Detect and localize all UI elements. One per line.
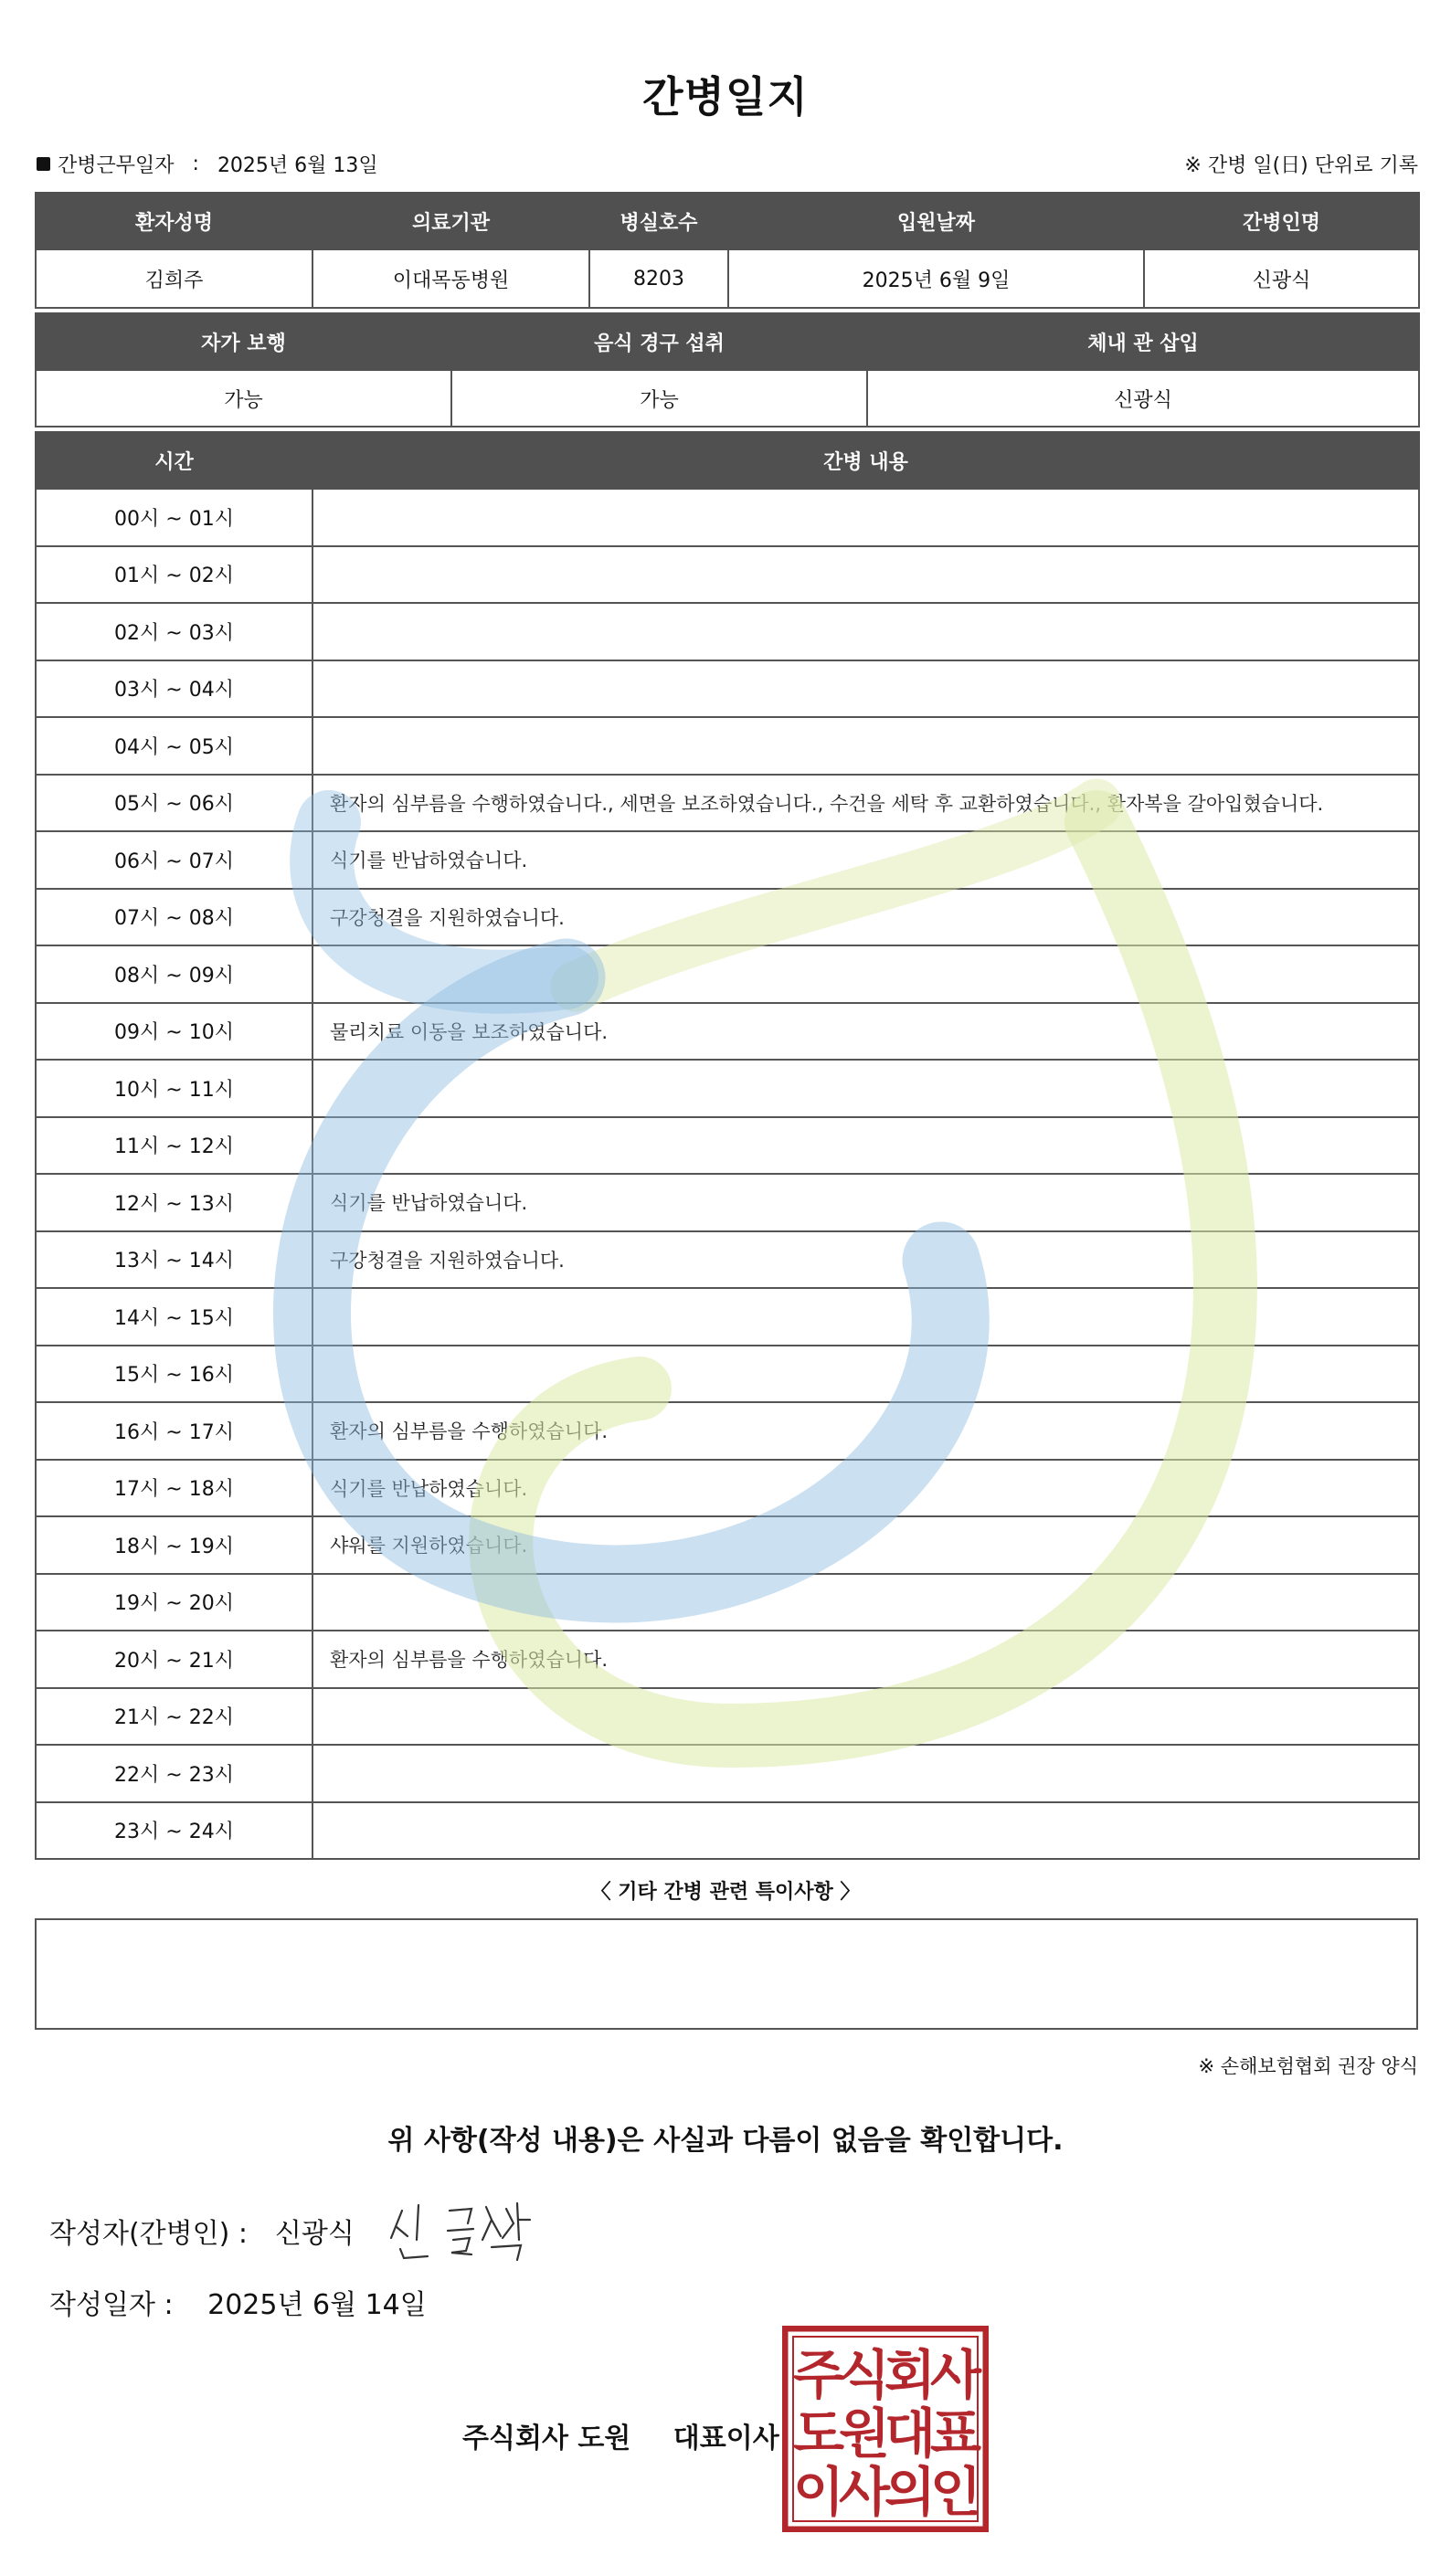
log-header-row (36, 432, 1419, 489)
time-slot: 17시 ~ 18시 (36, 1460, 312, 1517)
time-slot: 23시 ~ 24시 (36, 1802, 312, 1860)
time-slot: 22시 ~ 23시 (36, 1745, 312, 1802)
status-header-row (36, 313, 1419, 370)
time-slot: 07시 ~ 08시 (36, 889, 312, 946)
header-walking: 자가 보행 (36, 313, 451, 370)
svg-text:주: 주 (792, 2344, 845, 2406)
table-row (36, 1346, 1419, 1403)
tube-value: 신광식 (867, 370, 1419, 427)
svg-text:사: 사 (929, 2344, 982, 2406)
hospital-name: 이대목동병원 (312, 249, 589, 308)
company-seal (782, 2326, 989, 2532)
page-title: 간병일지 (642, 72, 809, 121)
time-slot: 14시 ~ 15시 (36, 1288, 312, 1346)
svg-text:표: 표 (929, 2402, 982, 2465)
table-row (36, 1574, 1419, 1631)
care-content: 물리치료 이동을 보조하였습니다. (312, 1003, 1419, 1061)
table-row (36, 1231, 1419, 1289)
table-row (36, 1460, 1419, 1517)
table-row (36, 1688, 1419, 1746)
work-date-value: 2025년 6월 13일 (217, 154, 378, 177)
table-row (36, 1402, 1419, 1460)
company-name: 주식회사 도원 (462, 2423, 631, 2455)
work-date-label: 간병근무일자 (58, 154, 175, 177)
time-slot: 04시 ~ 05시 (36, 717, 312, 775)
care-content (312, 1802, 1419, 1860)
table-row (36, 1288, 1419, 1346)
written-date-label: 작성일자 : (49, 2289, 174, 2321)
header-caregiver: 간병인명 (1144, 193, 1419, 249)
header-patient-name: 환자성명 (36, 193, 312, 249)
care-content: 구강청결을 지원하였습니다. (312, 1231, 1419, 1289)
table-row (36, 1516, 1419, 1574)
svg-text:의: 의 (884, 2461, 937, 2523)
table-row (36, 1745, 1419, 1802)
record-note: ※ 간병 일(日) 단위로 기록 (1184, 154, 1418, 177)
care-content (312, 1688, 1419, 1746)
time-slot: 12시 ~ 13시 (36, 1174, 312, 1231)
header-oral-intake: 음식 경구 섭취 (451, 313, 867, 370)
svg-text:원: 원 (838, 2402, 891, 2465)
time-slot: 16시 ~ 17시 (36, 1402, 312, 1460)
svg-text:이: 이 (792, 2461, 845, 2523)
time-slot: 06시 ~ 07시 (36, 831, 312, 889)
time-slot: 08시 ~ 09시 (36, 945, 312, 1003)
status-value-row (36, 370, 1419, 427)
patient-name: 김희주 (36, 249, 312, 308)
table-row (36, 1003, 1419, 1061)
remarks-box (35, 1918, 1418, 2030)
remarks-title: 〈 기타 간병 관련 특이사항 〉 (590, 1881, 861, 1904)
patient-status-table (35, 312, 1420, 428)
table-row (36, 889, 1419, 946)
care-content: 구강청결을 지원하였습니다. (312, 889, 1419, 946)
bullet-icon (37, 157, 50, 171)
time-slot: 05시 ~ 06시 (36, 775, 312, 832)
walking-value: 가능 (36, 370, 451, 427)
time-slot: 15시 ~ 16시 (36, 1346, 312, 1403)
company-line (462, 2415, 779, 2455)
table-row (36, 1174, 1419, 1231)
care-content: 환자의 심부름을 수행하였습니다. (312, 1402, 1419, 1460)
care-content (312, 489, 1419, 546)
written-date-value: 2025년 6월 14일 (207, 2289, 427, 2321)
header-admission-date: 입원날짜 (728, 193, 1144, 249)
time-slot: 09시 ~ 10시 (36, 1003, 312, 1061)
table-row (36, 546, 1419, 604)
time-slot: 20시 ~ 21시 (36, 1631, 312, 1688)
confirmation-statement: 위 사항(작성 내용)은 사실과 다름이 없음을 확인합니다. (387, 2125, 1064, 2157)
table-row (36, 717, 1419, 775)
care-content (312, 1574, 1419, 1631)
care-content (312, 660, 1419, 718)
table-row (36, 775, 1419, 832)
time-slot: 00시 ~ 01시 (36, 489, 312, 546)
form-note: ※ 손해보험협회 권장 양식 (1198, 2055, 1418, 2077)
svg-text:사: 사 (838, 2461, 891, 2523)
header-tube: 체내 관 삽입 (867, 313, 1419, 370)
room-number: 8203 (589, 249, 728, 308)
care-content (312, 945, 1419, 1003)
time-slot: 02시 ~ 03시 (36, 603, 312, 660)
header-care-content: 간병 내용 (312, 432, 1419, 489)
care-content (312, 1745, 1419, 1802)
table-row (36, 489, 1419, 546)
svg-text:대: 대 (884, 2402, 937, 2465)
patient-value-row (36, 249, 1419, 308)
written-date-row (49, 2282, 427, 2322)
care-content (312, 1288, 1419, 1346)
caregiver-name: 신광식 (1144, 249, 1419, 308)
patient-header-row (36, 193, 1419, 249)
table-row (36, 1631, 1419, 1688)
svg-text:도: 도 (792, 2402, 845, 2465)
time-slot: 01시 ~ 02시 (36, 546, 312, 604)
time-slot: 19시 ~ 20시 (36, 1574, 312, 1631)
header-time: 시간 (36, 432, 312, 489)
care-content (312, 1060, 1419, 1117)
care-content (312, 1346, 1419, 1403)
table-row (36, 660, 1419, 718)
time-slot: 18시 ~ 19시 (36, 1516, 312, 1574)
care-content (312, 546, 1419, 604)
work-date-separator: : (192, 153, 199, 175)
care-content: 식기를 반납하였습니다. (312, 831, 1419, 889)
care-content: 식기를 반납하였습니다. (312, 1174, 1419, 1231)
header-hospital: 의료기관 (312, 193, 589, 249)
time-slot: 21시 ~ 22시 (36, 1688, 312, 1746)
table-row (36, 945, 1419, 1003)
author-label: 작성자(간병인) : (49, 2218, 248, 2250)
table-row (36, 1060, 1419, 1117)
oral-intake-value: 가능 (451, 370, 867, 427)
svg-text:식: 식 (838, 2344, 891, 2406)
svg-text:인: 인 (929, 2461, 982, 2523)
time-slot: 10시 ~ 11시 (36, 1060, 312, 1117)
admission-date: 2025년 6월 9일 (728, 249, 1144, 308)
time-slot: 03시 ~ 04시 (36, 660, 312, 718)
care-content (312, 603, 1419, 660)
care-content: 샤워를 지원하였습니다. (312, 1516, 1419, 1574)
header-room: 병실호수 (589, 193, 728, 249)
care-content: 식기를 반납하였습니다. (312, 1460, 1419, 1517)
care-log-table (35, 431, 1420, 1860)
care-content: 환자의 심부름을 수행하였습니다. (312, 1631, 1419, 1688)
work-date (37, 150, 378, 178)
patient-info-table (35, 192, 1420, 309)
care-content (312, 1117, 1419, 1175)
care-content: 환자의 심부름을 수행하였습니다., 세면을 보조하였습니다., 수건을 세탁 후 교환하였습니다., 환자복을 갈아입혔습니다. (312, 775, 1419, 832)
time-slot: 11시 ~ 12시 (36, 1117, 312, 1175)
company-title: 대표이사 (673, 2423, 779, 2455)
table-row (36, 831, 1419, 889)
author-name: 신광식 (274, 2218, 355, 2250)
handwritten-signature (384, 2192, 548, 2265)
care-content (312, 717, 1419, 775)
author-row (49, 2211, 355, 2251)
table-row (36, 1802, 1419, 1860)
table-row (36, 1117, 1419, 1175)
svg-text:회: 회 (884, 2344, 937, 2406)
table-row (36, 603, 1419, 660)
time-slot: 13시 ~ 14시 (36, 1231, 312, 1289)
